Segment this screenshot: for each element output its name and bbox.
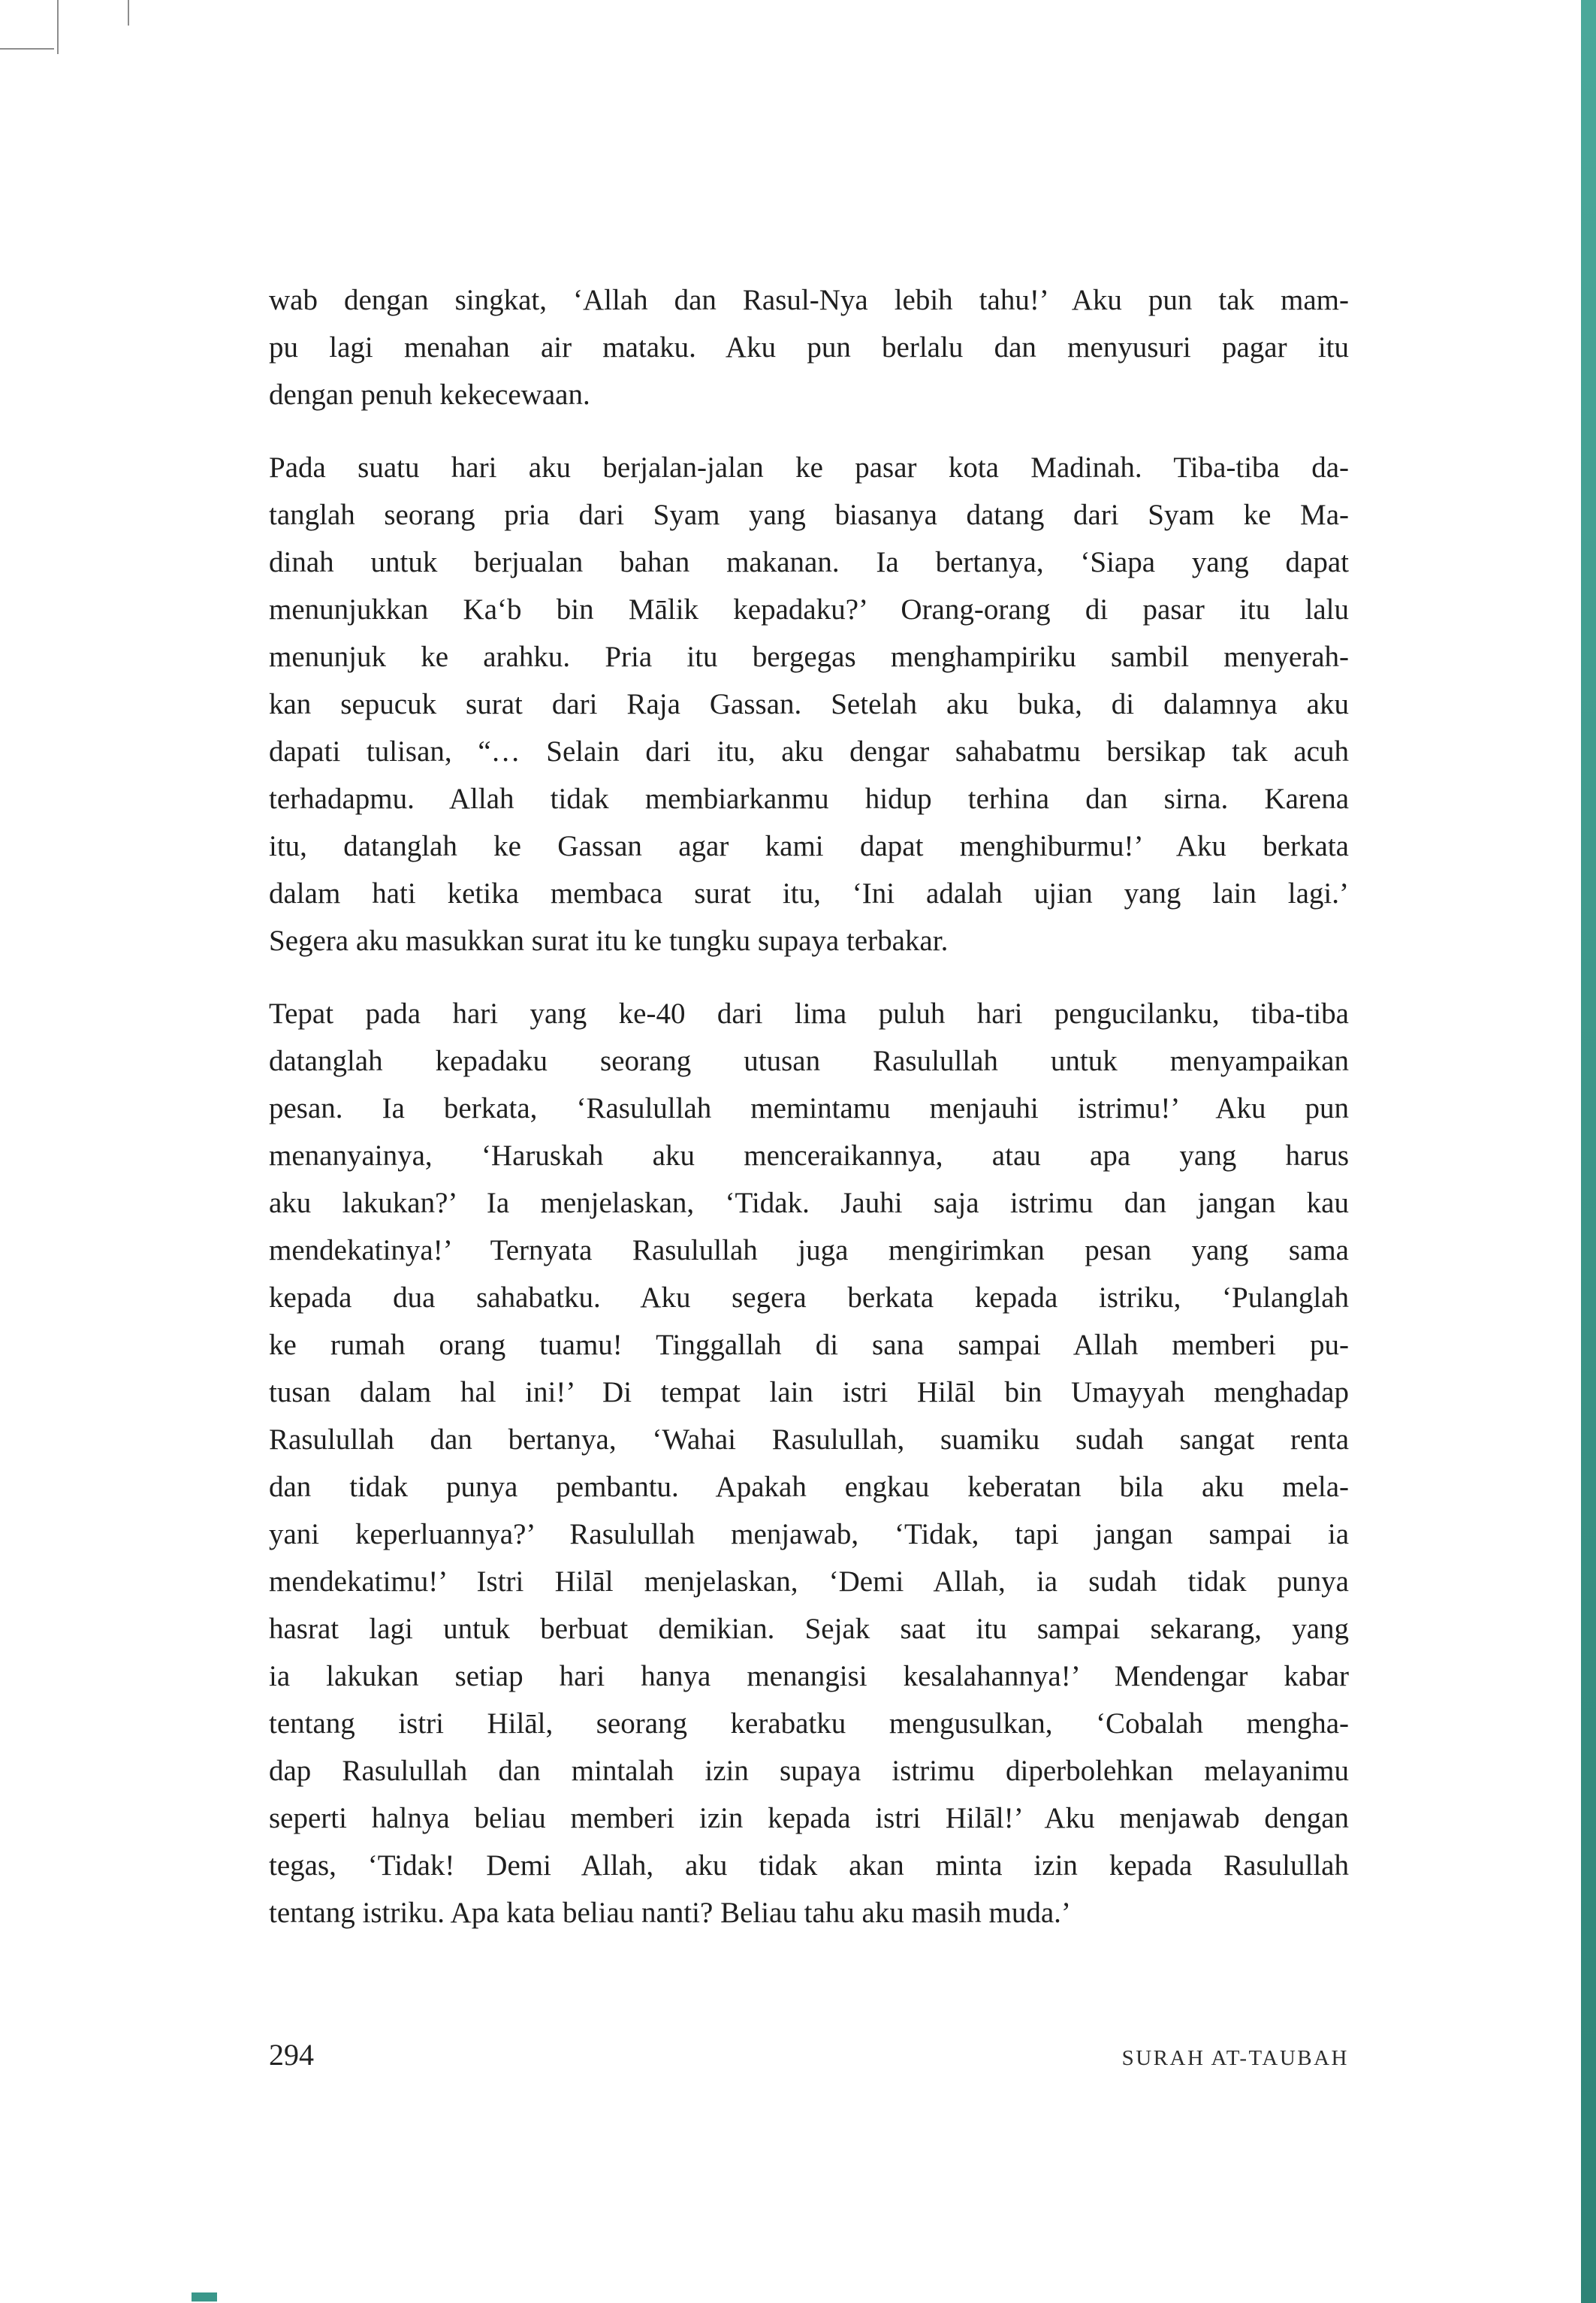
text-line: menunjukkan Ka‘b bin Mālik kepadaku?’ Orang-orang di pasar itu lalu	[269, 593, 1349, 626]
paragraph	[269, 276, 1349, 418]
text-line: dinah untuk berjualan bahan makanan. Ia bertanya, ‘Siapa yang dapat	[269, 546, 1349, 578]
text-line: dapati tulisan, “… Selain dari itu, aku dengar sahabatmu bersikap tak acuh	[269, 735, 1349, 768]
registration-mark	[192, 2292, 217, 2301]
crop-mark-vertical-2	[128, 0, 129, 26]
text-line: tentang istri Hilāl, seorang kerabatku mengusulkan, ‘Cobalah mengha-	[269, 1707, 1349, 1740]
text-line: kepada dua sahabatku. Aku segera berkata kepada istriku, ‘Pulanglah	[269, 1281, 1349, 1314]
text-line: mendekatinya!’ Ternyata Rasulullah juga mengirimkan pesan yang sama	[269, 1234, 1349, 1266]
text-line: itu, datanglah ke Gassan agar kami dapat menghiburmu!’ Aku berkata	[269, 830, 1349, 862]
text-line: menanyainya, ‘Haruskah aku menceraikannya, atau apa yang harus	[269, 1139, 1349, 1172]
text-line: pu lagi menahan air mataku. Aku pun berlalu dan menyusuri pagar itu	[269, 331, 1349, 364]
page-edge-strip	[1581, 0, 1596, 2303]
text-line: kan sepucuk surat dari Raja Gassan. Setelah aku buka, di dalamnya aku	[269, 688, 1349, 720]
text-line: Rasulullah dan bertanya, ‘Wahai Rasulullah, suamiku sudah sangat renta	[269, 1423, 1349, 1456]
text-line: tegas, ‘Tidak! Demi Allah, aku tidak akan minta izin kepada Rasulullah	[269, 1849, 1349, 1882]
text-line: mendekatimu!’ Istri Hilāl menjelaskan, ‘Demi Allah, ia sudah tidak punya	[269, 1565, 1349, 1598]
running-header: SURAH AT-TAUBAH	[1121, 2046, 1349, 2070]
text-line: yani keperluannya?’ Rasulullah menjawab, ‘Tidak, tapi jangan sampai ia	[269, 1518, 1349, 1550]
text-line: tusan dalam hal ini!’ Di tempat lain istri Hilāl bin Umayyah menghadap	[269, 1376, 1349, 1408]
page-footer	[269, 2037, 1349, 2072]
text-line: dalam hati ketika membaca surat itu, ‘Ini adalah ujian yang lain lagi.’	[269, 877, 1349, 910]
text-line: hasrat lagi untuk berbuat demikian. Sejak saat itu sampai sekarang, yang	[269, 1613, 1349, 1645]
text-block	[269, 276, 1349, 1936]
text-line: dap Rasulullah dan mintalah izin supaya istrimu diperbolehkan melayanimu	[269, 1755, 1349, 1787]
text-line: dan tidak punya pembantu. Apakah engkau keberatan bila aku mela-	[269, 1471, 1349, 1503]
text-line: pesan. Ia berkata, ‘Rasulullah memintamu menjauhi istrimu!’ Aku pun	[269, 1092, 1349, 1124]
text-line: Pada suatu hari aku berjalan-jalan ke pasar kota Madinah. Tiba-tiba da-	[269, 451, 1349, 484]
text-line: aku lakukan?’ Ia menjelaskan, ‘Tidak. Jauhi saja istrimu dan jangan kau	[269, 1187, 1349, 1219]
text-line: dengan penuh kekecewaan.	[269, 379, 590, 411]
text-line: ia lakukan setiap hari hanya menangisi kesalahannya!’ Mendengar kabar	[269, 1660, 1349, 1692]
paragraph	[269, 990, 1349, 1936]
text-line: datanglah kepadaku seorang utusan Rasulullah untuk menyampaikan	[269, 1045, 1349, 1077]
text-line: tentang istriku. Apa kata beliau nanti? Beliau tahu aku masih muda.’	[269, 1897, 1071, 1929]
text-line: terhadapmu. Allah tidak membiarkanmu hidup terhina dan sirna. Karena	[269, 783, 1349, 815]
text-line: ke rumah orang tuamu! Tinggallah di sana sampai Allah memberi pu-	[269, 1329, 1349, 1361]
crop-mark-vertical	[57, 0, 59, 54]
text-line: Segera aku masukkan surat itu ke tungku supaya terbakar.	[269, 925, 949, 957]
text-line: menunjuk ke arahku. Pria itu bergegas menghampiriku sambil menyerah-	[269, 641, 1349, 673]
text-line: tanglah seorang pria dari Syam yang biasanya datang dari Syam ke Ma-	[269, 499, 1349, 531]
text-line: Tepat pada hari yang ke-40 dari lima puluh hari pengucilanku, tiba-tiba	[269, 998, 1349, 1030]
page-number: 294	[269, 2038, 314, 2072]
text-line: wab dengan singkat, ‘Allah dan Rasul-Nya lebih tahu!’ Aku pun tak mam-	[269, 284, 1349, 316]
crop-mark-horizontal	[0, 48, 54, 50]
text-line: seperti halnya beliau memberi izin kepada istri Hilāl!’ Aku menjawab dengan	[269, 1802, 1349, 1834]
paragraph	[269, 444, 1349, 964]
